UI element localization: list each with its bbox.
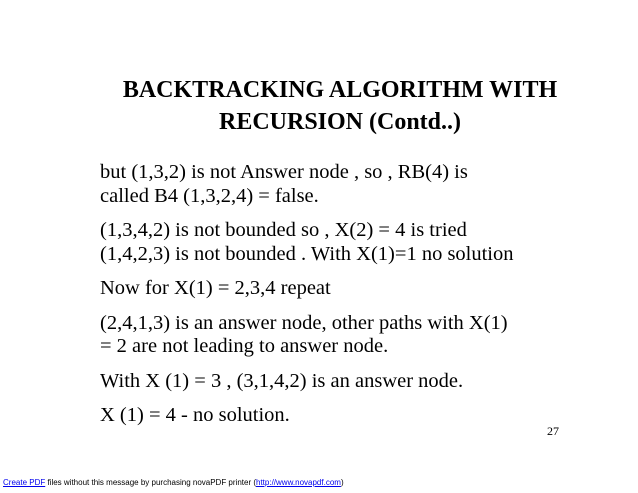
body-line: (1,3,4,2) is not bounded so , X(2) = 4 is tried: [100, 219, 467, 241]
slide-title: [60, 74, 620, 138]
page-number: 27: [547, 424, 559, 438]
body-line: called B4 (1,3,2,4) = false.: [100, 184, 319, 207]
body-line: (1,4,2,3) is not bounded . With X(1)=1 no solution: [100, 242, 514, 265]
body-line: With X (1) = 3 , (3,1,4,2) is an answer node.: [100, 369, 464, 392]
footer-text: files without this message by purchasing novaPDF printer (: [45, 478, 256, 487]
body-line: Now for X(1) = 2,3,4 repeat: [100, 277, 331, 299]
body-line: (2,4,1,3) is an answer node, other paths with X(1): [100, 311, 508, 334]
slide-title-line-2: RECURSION (Contd..): [218, 109, 462, 135]
body-line: = 2 are not leading to answer node.: [100, 335, 389, 357]
body-line: X (1) = 4 - no solution.: [100, 404, 290, 426]
slide-body: [100, 161, 620, 428]
slide-title-line-1: BACKTRACKING ALGORITHM WITH: [122, 77, 558, 103]
body-line: but (1,3,2) is not Answer node , so , RB(4) is: [100, 161, 468, 183]
footer-text-end: ): [340, 478, 344, 487]
footer-watermark: [3, 478, 344, 487]
create-pdf-link[interactable]: Create PDF: [3, 478, 46, 487]
novapdf-link[interactable]: http://www.novapdf.com: [256, 478, 341, 487]
